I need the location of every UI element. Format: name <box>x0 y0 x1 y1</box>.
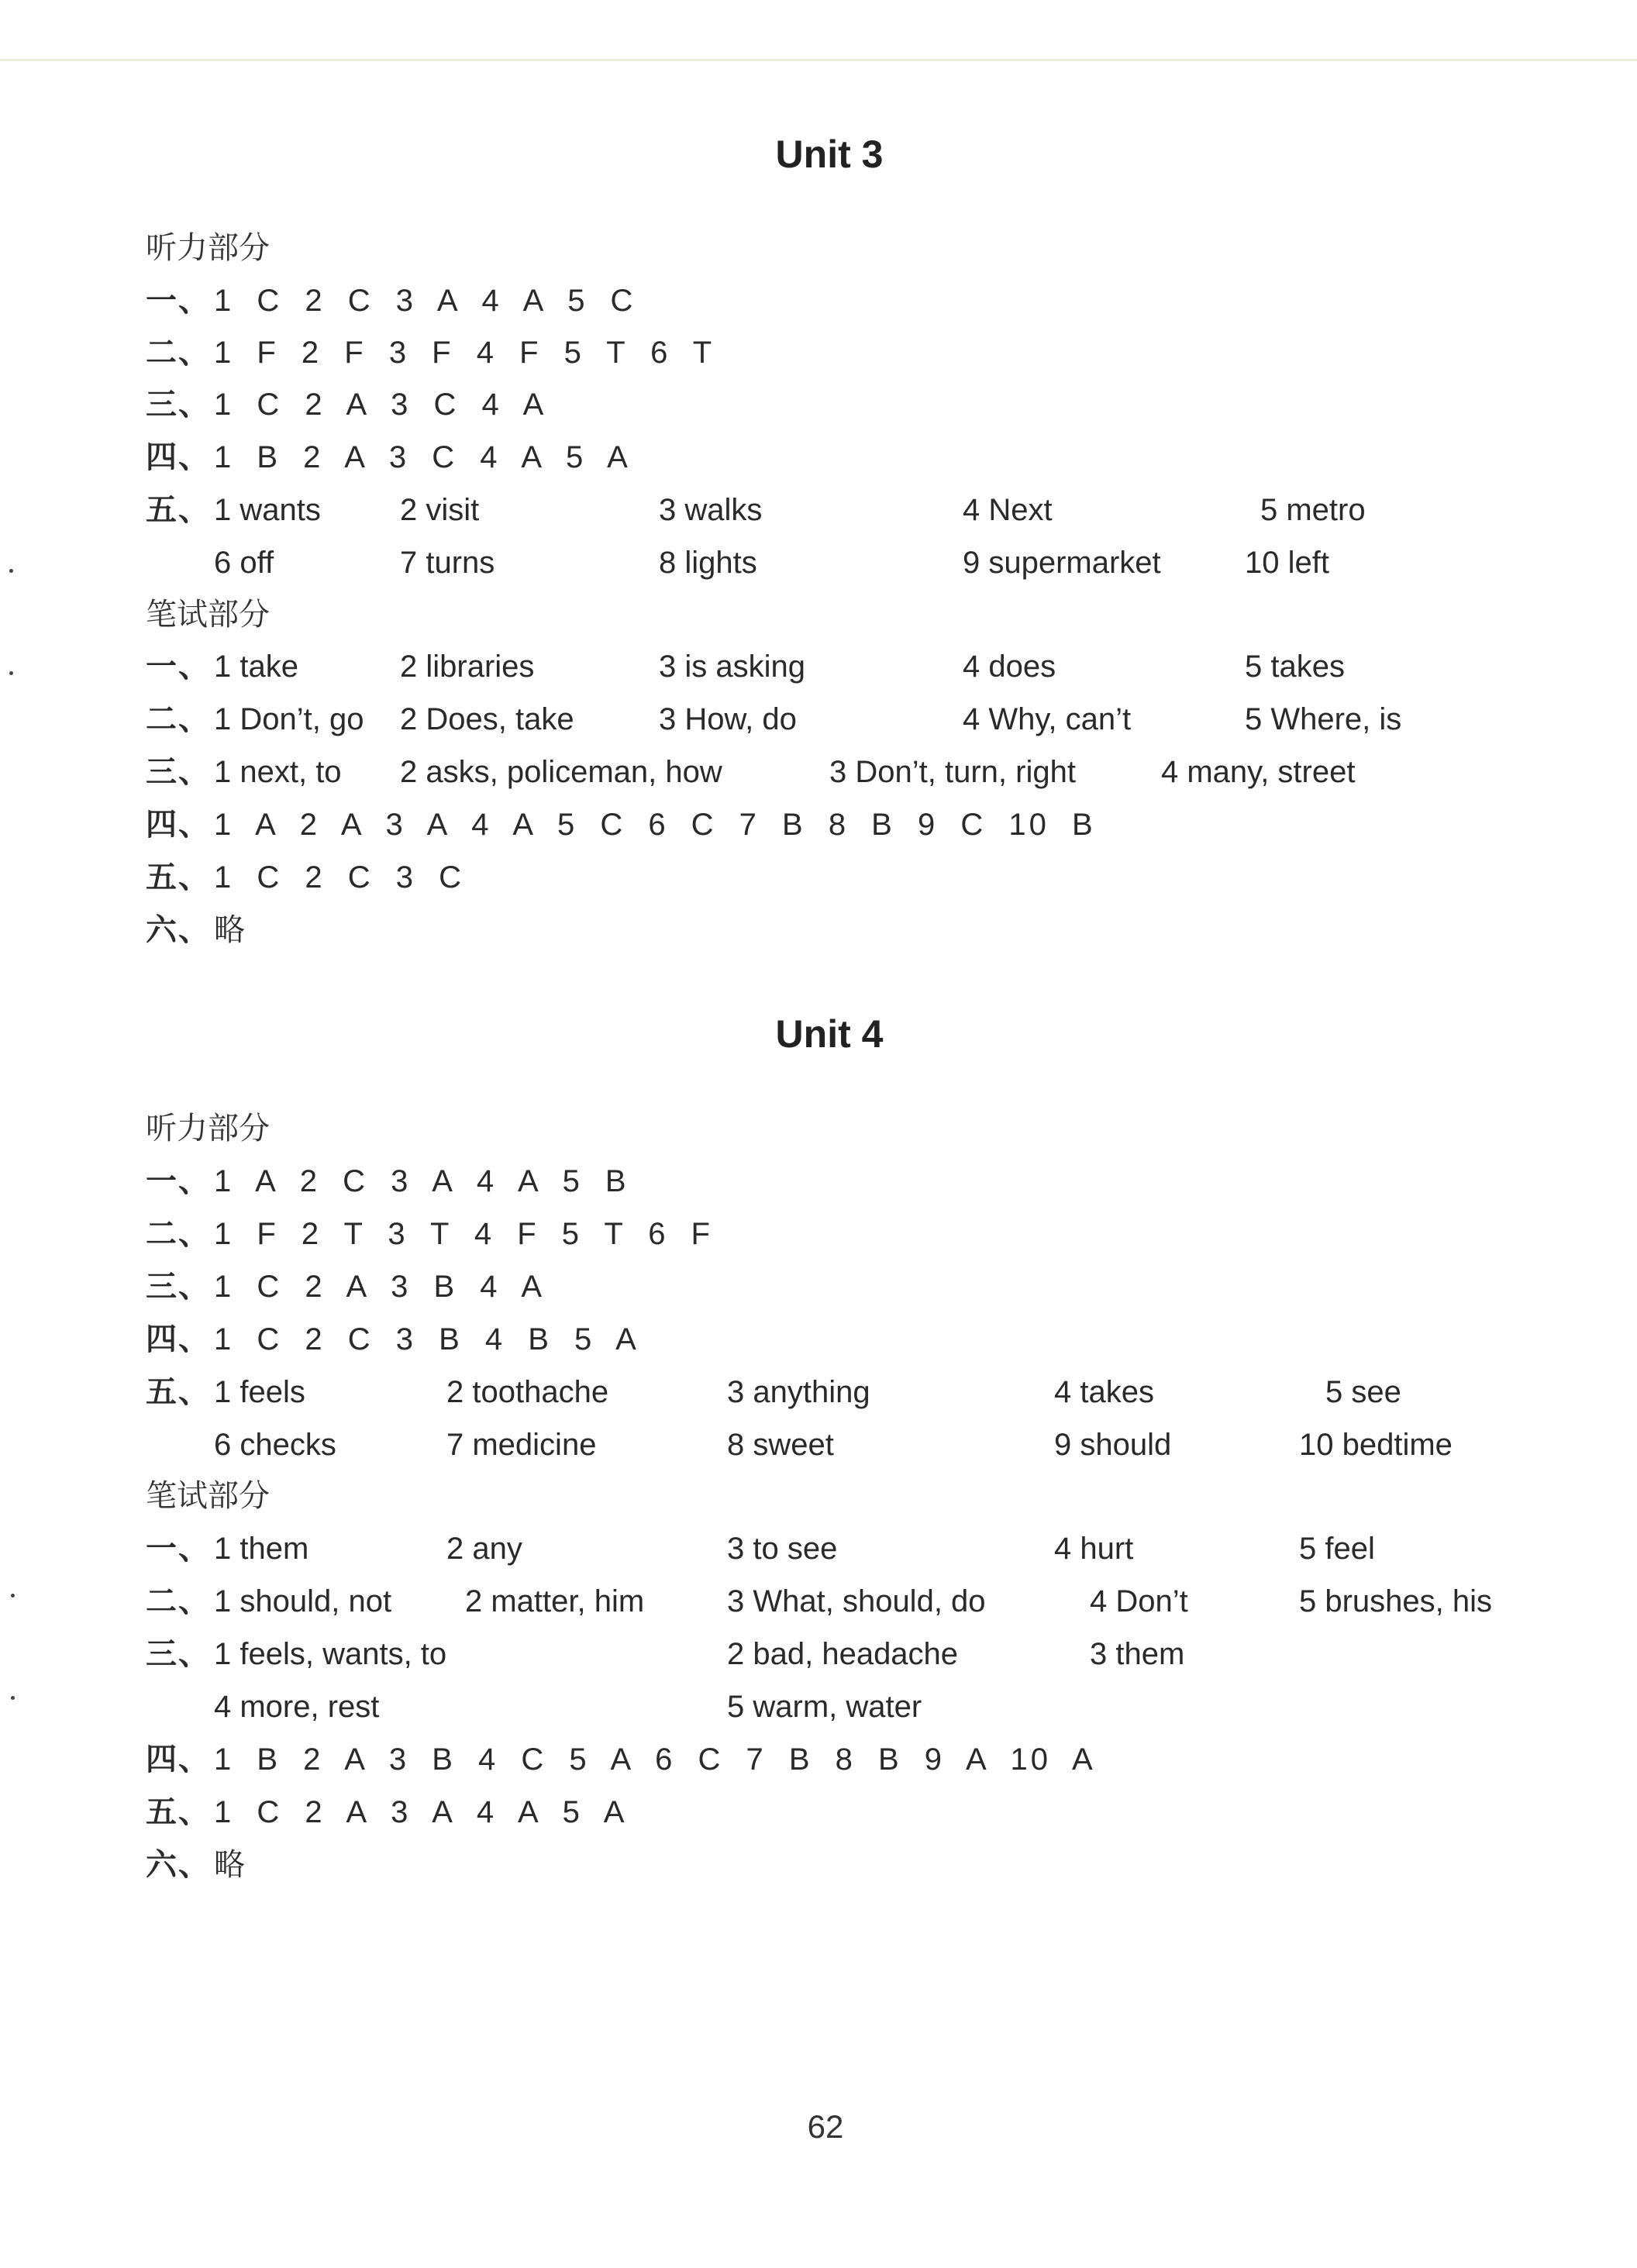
answer-cell: 10 bedtime <box>1299 1428 1453 1462</box>
answer-sequence: 1 C 2 A 3 A 4 A 5 A <box>214 1795 628 1829</box>
answer-cell: 5 see <box>1325 1375 1401 1409</box>
answer-cell: 7 turns <box>400 546 495 580</box>
answer-sequence: 1 C 2 C 3 A 4 A 5 C <box>214 284 636 318</box>
unit-3-title: Unit 3 <box>775 133 884 176</box>
unit-4-writing-2 <box>146 1578 1556 1625</box>
unit-3-writing-2 <box>146 696 1541 743</box>
page-number: 62 <box>807 2108 844 2145</box>
answer-cell: 5 takes <box>1245 650 1345 684</box>
answer-sequence: 1 A 2 C 3 A 4 A 5 B <box>214 1164 629 1198</box>
unit-4-writing-1 <box>146 1525 1541 1572</box>
answer-cell: 3 to see <box>727 1532 838 1566</box>
answer-cell: 3 is asking <box>659 650 805 684</box>
page-edge-line <box>0 59 1637 61</box>
section-label: 五、 <box>146 1374 211 1410</box>
section-label: 四、 <box>146 807 211 843</box>
answer-skip: 略 <box>214 912 245 948</box>
answer-cell: 8 lights <box>659 546 757 580</box>
unit-4-listening-5-row-2 <box>146 1422 1541 1468</box>
section-label: 三、 <box>146 1636 211 1672</box>
answer-sequence: 1 B 2 A 3 B 4 C 5 A 6 C 7 B 8 B 9 A 10 A <box>214 1742 1096 1777</box>
answer-cell: 5 warm, water <box>727 1690 922 1724</box>
unit-4-listening-head: 听力部分 <box>146 1111 270 1146</box>
answer-cell: 4 takes <box>1054 1375 1154 1409</box>
answer-cell: 5 brushes, his <box>1299 1584 1493 1618</box>
answer-cell: 5 Where, is <box>1245 702 1402 736</box>
unit-3-writing-head: 笔试部分 <box>146 597 270 632</box>
section-label: 二、 <box>146 701 211 737</box>
answer-cell: 6 off <box>214 546 274 580</box>
answer-cell: 3 anything <box>727 1375 870 1409</box>
answer-cell: 1 feels, wants, to <box>214 1637 447 1671</box>
answer-cell: 1 take <box>214 650 298 684</box>
answer-cell: 1 them <box>214 1532 309 1566</box>
section-label: 四、 <box>146 439 211 475</box>
answer-cell: 4 hurt <box>1054 1532 1134 1566</box>
answer-cell: 4 does <box>963 650 1056 684</box>
section-label: 三、 <box>146 387 211 422</box>
answer-sequence: 1 B 2 A 3 C 4 A 5 A <box>214 440 631 474</box>
unit-4-title: Unit 4 <box>775 1012 884 1056</box>
answer-cell: 7 medicine <box>446 1428 597 1462</box>
answer-cell: 10 left <box>1245 546 1329 580</box>
section-label: 六、 <box>146 912 211 948</box>
answer-cell: 1 should, not <box>214 1584 392 1618</box>
answer-cell: 3 How, do <box>659 702 797 736</box>
answer-cell: 3 Don’t, turn, right <box>829 755 1076 789</box>
unit-3-listening-5-row-1 <box>146 487 1541 533</box>
answer-cell: 2 Does, take <box>400 702 574 736</box>
unit-4-writing-head: 笔试部分 <box>146 1478 270 1514</box>
unit-4-writing-3-row-1 <box>146 1631 1541 1677</box>
answer-cell: 4 more, rest <box>214 1690 380 1724</box>
answer-cell: 1 Don’t, go <box>214 702 364 736</box>
answer-cell: 2 bad, headache <box>727 1637 959 1671</box>
section-label: 一、 <box>146 283 211 319</box>
answer-skip: 略 <box>214 1847 245 1883</box>
unit-4-listening-5-row-1 <box>146 1369 1541 1415</box>
answer-cell: 2 matter, him <box>465 1584 645 1618</box>
scan-mark <box>9 671 13 675</box>
section-label: 四、 <box>146 1742 211 1777</box>
answer-cell: 4 Next <box>963 493 1053 527</box>
answer-cell: 9 should <box>1054 1428 1172 1462</box>
answer-cell: 3 them <box>1090 1637 1185 1671</box>
section-label: 一、 <box>146 649 211 684</box>
section-label: 四、 <box>146 1322 211 1357</box>
scan-mark <box>11 1594 15 1598</box>
section-label: 一、 <box>146 1163 211 1199</box>
answer-cell: 5 feel <box>1299 1532 1375 1566</box>
answer-sequence: 1 C 2 C 3 C <box>214 860 464 894</box>
unit-3-listening-head: 听力部分 <box>146 230 270 266</box>
answer-sequence: 1 C 2 A 3 B 4 A <box>214 1270 546 1304</box>
answer-cell: 4 many, street <box>1161 755 1356 789</box>
unit-3-writing-3 <box>146 749 1541 795</box>
unit-3-writing-1 <box>146 643 1541 690</box>
section-label: 五、 <box>146 860 211 895</box>
section-label: 二、 <box>146 335 211 371</box>
answer-cell: 1 next, to <box>214 755 342 789</box>
section-label: 二、 <box>146 1216 211 1252</box>
answer-cell: 2 asks, policeman, how <box>400 755 722 789</box>
answer-cell: 5 metro <box>1260 493 1366 527</box>
answer-cell: 2 libraries <box>400 650 535 684</box>
answer-cell: 4 Why, can’t <box>963 702 1132 736</box>
section-label: 一、 <box>146 1531 211 1567</box>
answer-cell: 1 feels <box>214 1375 305 1409</box>
answer-sequence: 1 F 2 F 3 F 4 F 5 T 6 T <box>214 336 715 370</box>
answer-cell: 2 visit <box>400 493 480 527</box>
answer-cell: 8 sweet <box>727 1428 834 1462</box>
section-label: 三、 <box>146 754 211 790</box>
answer-sequence: 1 F 2 T 3 T 4 F 5 T 6 F <box>214 1217 713 1251</box>
answer-cell: 3 What, should, do <box>727 1584 986 1618</box>
answer-sequence: 1 C 2 A 3 C 4 A <box>214 388 547 422</box>
scan-mark <box>11 1696 15 1700</box>
section-label: 三、 <box>146 1269 211 1305</box>
unit-3-listening-5-row-2 <box>146 539 1541 586</box>
section-label: 五、 <box>146 1794 211 1830</box>
scan-mark <box>9 569 13 573</box>
section-label: 五、 <box>146 492 211 528</box>
answer-cell: 2 any <box>446 1532 522 1566</box>
unit-4-writing-3-row-2 <box>146 1684 1541 1730</box>
answer-cell: 6 checks <box>214 1428 336 1462</box>
answer-sequence: 1 A 2 A 3 A 4 A 5 C 6 C 7 B 8 B 9 C 10 B <box>214 808 1096 842</box>
answer-cell: 9 supermarket <box>963 546 1161 580</box>
answer-cell: 3 walks <box>659 493 763 527</box>
section-label: 六、 <box>146 1847 211 1883</box>
answer-sequence: 1 C 2 C 3 B 4 B 5 A <box>214 1322 639 1356</box>
answer-cell: 2 toothache <box>446 1375 609 1409</box>
answer-cell: 4 Don’t <box>1090 1584 1188 1618</box>
answer-cell: 1 wants <box>214 493 321 527</box>
section-label: 二、 <box>146 1584 211 1619</box>
